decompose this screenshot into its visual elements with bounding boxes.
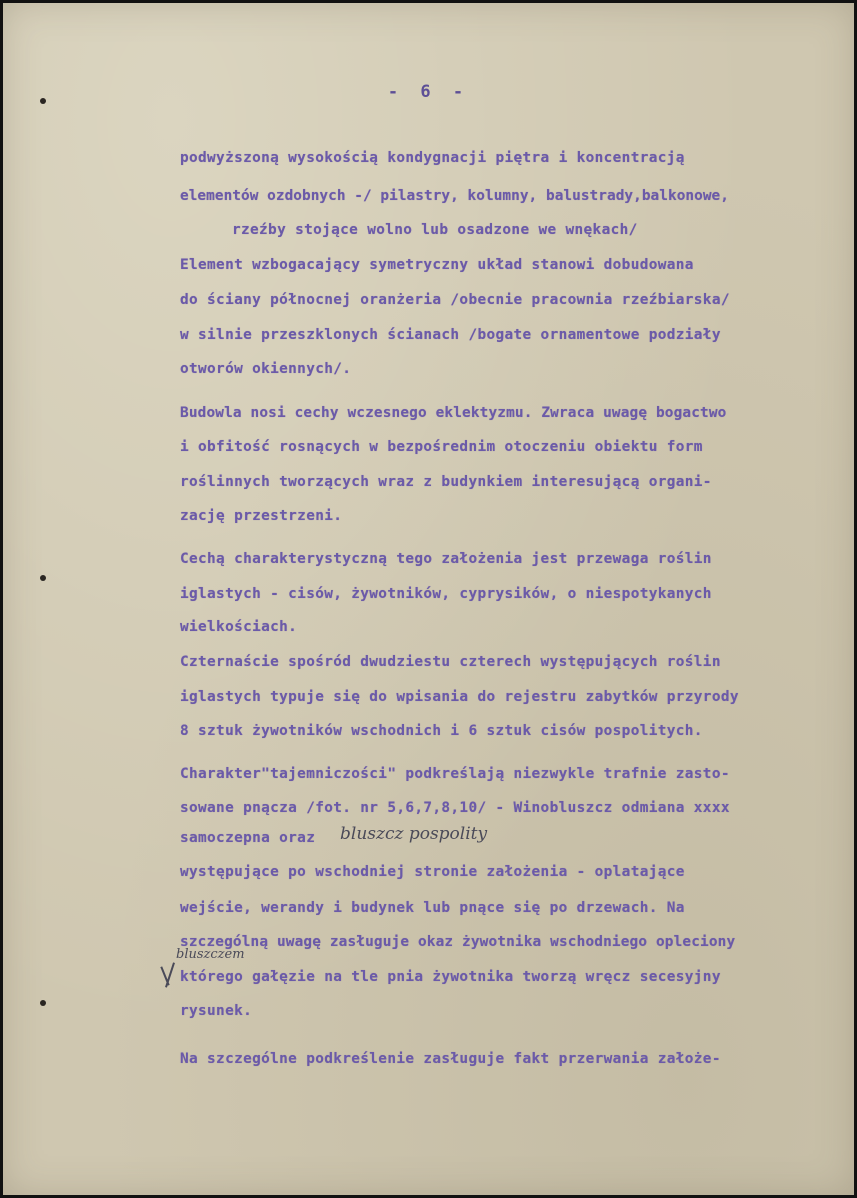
text-line: w silnie przeszklonych ścianach /bogate ornamentowe podziały (180, 327, 721, 343)
text-line: roślinnych tworzących wraz z budynkiem interesującą organi- (180, 474, 712, 490)
insertion-mark (165, 962, 175, 987)
text-line: Budowla nosi cechy wczesnego eklektyzmu. Zwraca uwagę bogactwo (180, 405, 727, 421)
text-line: którego gałęzie na tle pnia żywotnika tworzą wręcz secesyjny (180, 969, 721, 985)
punch-hole (40, 1000, 46, 1006)
text-line: zację przestrzeni. (180, 508, 343, 524)
text-line: szczególną uwagę zasługuje okaz żywotnika wschodniego opleciony (180, 934, 736, 950)
text-line: rysunek. (180, 1003, 253, 1019)
text-line: Na szczególne podkreślenie zasługuje fakt przerwania założe- (180, 1051, 721, 1067)
text-line: i obfitość rosnących w bezpośrednim otoczeniu obiektu form (180, 439, 703, 455)
text-line: do ściany północnej oranżeria /obecnie pracownia rzeźbiarska/ (180, 292, 730, 308)
text-line: Element wzbogacający symetryczny układ stanowi dobudowana (180, 257, 694, 273)
punch-hole (40, 575, 46, 581)
text-line: Charakter"tajemniczości" podkreślają niezwykle trafnie zasto- (180, 766, 730, 782)
text-line: wejście, werandy i budynek lub pnące się po drzewach. Na (180, 900, 685, 916)
handwritten-note: bluszczem (176, 947, 245, 962)
text-line: elementów ozdobnych -/ pilastry, kolumny, balustrady,balkonowe, (180, 188, 729, 204)
text-line: sowane pnącza /fot. nr 5,6,7,8,10/ - Winobluszcz odmiana xxxx (180, 800, 730, 816)
text-line: rzeźby stojące wolno lub osadzone we wnękach/ (232, 222, 638, 238)
text-line: Cechą charakterystyczną tego założenia jest przewaga roślin (180, 551, 712, 567)
text-line: iglastych typuje się do wpisania do rejestru zabytków przyrody (180, 689, 739, 705)
text-line: Czternaście spośród dwudziestu czterech występujących roślin (180, 654, 721, 670)
page-number: - 6 - (387, 82, 470, 102)
text-line: samoczepna oraz (180, 830, 316, 846)
text-line: 8 sztuk żywotników wschodnich i 6 sztuk cisów pospolitych. (180, 723, 703, 739)
text-line: występujące po wschodniej stronie założenia - oplatające (180, 864, 685, 880)
text-line: iglastych - cisów, żywotników, cyprysików, o niespotykanych (180, 586, 712, 602)
text-line: otworów okiennych/. (180, 361, 352, 377)
text-line: podwyższoną wysokością kondygnacji piętra i koncentracją (180, 150, 685, 166)
text-line: wielkościach. (180, 619, 298, 635)
handwritten-note: bluszcz pospolity (340, 824, 488, 844)
